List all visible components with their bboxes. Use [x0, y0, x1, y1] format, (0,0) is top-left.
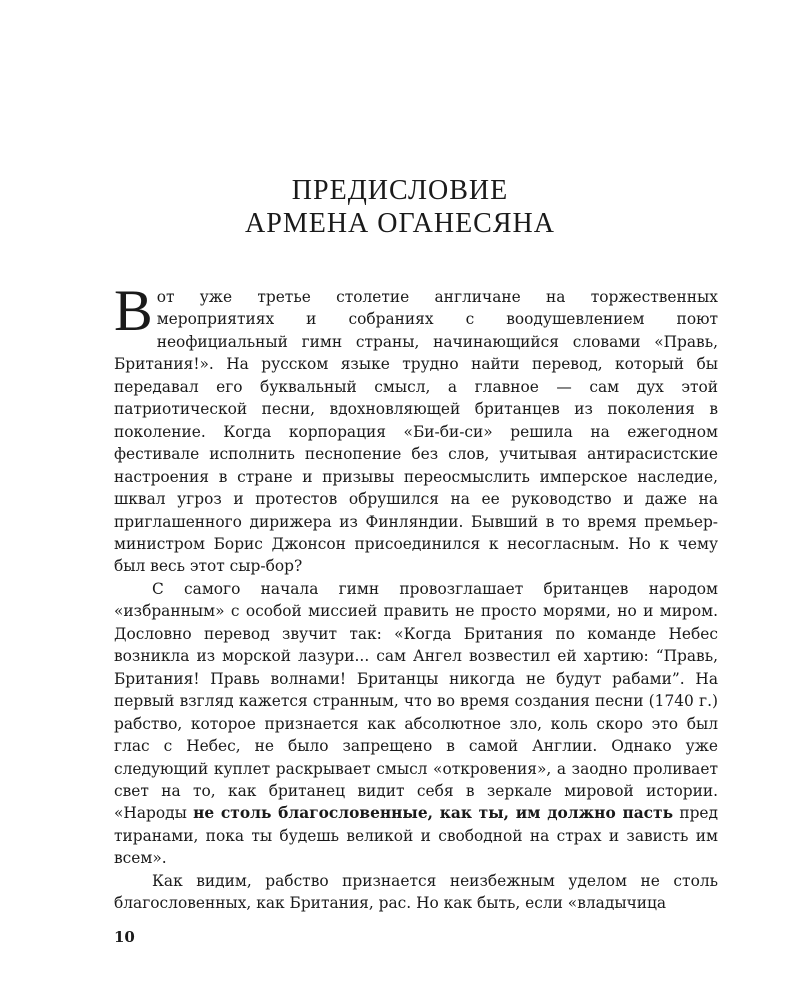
- drop-cap: В: [114, 278, 153, 343]
- paragraph-3: [114, 870, 718, 915]
- chapter-title: [0, 174, 800, 240]
- paragraph-3-text: Как видим, рабство признается неизбежным уделом не столь благословенных, как Британия, рас. Но как быть, если «владычица: [114, 871, 718, 913]
- chapter-title-line-1: ПРЕДИСЛОВИЕ: [291, 175, 509, 206]
- paragraph-1-text: от уже третье столетие англичане на торжественных мероприятиях и собраниях с воодушевлением поют неофициальный гимн страны, начинающийся словами «Правь, Британия!». На русском языке трудно найти перевод, который бы передавал его буквальный смысл, а главное — сам дух этой патриотической песни, вдохновляющей британцев из поколения в поколение. Когда корпорация «Би-би-си» решила на ежегодном фестивале исполнить песнопение без слов, учитывая антирасистские настроения в стране и призывы переосмыслить имперское наследие, шквал угроз и протестов обрушился на ее руководство и даже на приглашенного дирижера из Финляндии. Бывший в то время премьер-министром Борис Джонсон присоединился к несогласным. Но к чему был весь этот сыр-бор?: [114, 288, 718, 576]
- chapter-title-line-2: АРМЕНА ОГАНЕСЯНА: [245, 208, 555, 239]
- body-text: [114, 278, 719, 915]
- paragraph-2-bold-phrase: не столь благословенные, как ты, им должно пасть: [193, 804, 674, 823]
- paragraph-2-text-before: С самого начала гимн провозглашает британцев народом «избранным» с особой миссией править не просто морями, но и миром. Дословно перевод звучит так: «Когда Британия по команде Небес возникла из морской лазури... сам Ангел возвестил ей хартию: “Правь, Британия! Правь волнами! Британцы никогда не будут рабами”. На первый взгляд кажется странным, что во время создания песни (1740 г.) рабство, которое признается как абсолютное зло, коль скоро это был глас с Небес, не было запрещено в самой Англии. Однако уже следующий куплет раскрывает смысл «откровения», а заодно проливает свет на то, как британец видит себя в зеркале мировой истории. «Народы: [114, 579, 718, 823]
- paragraph-2-text-after: пред тиранами, пока ты будешь великой и свободной на страх и зависть им всем».: [114, 804, 719, 868]
- paragraph-1: [114, 278, 718, 578]
- paragraph-2: [114, 578, 718, 870]
- page-number: 10: [114, 928, 135, 946]
